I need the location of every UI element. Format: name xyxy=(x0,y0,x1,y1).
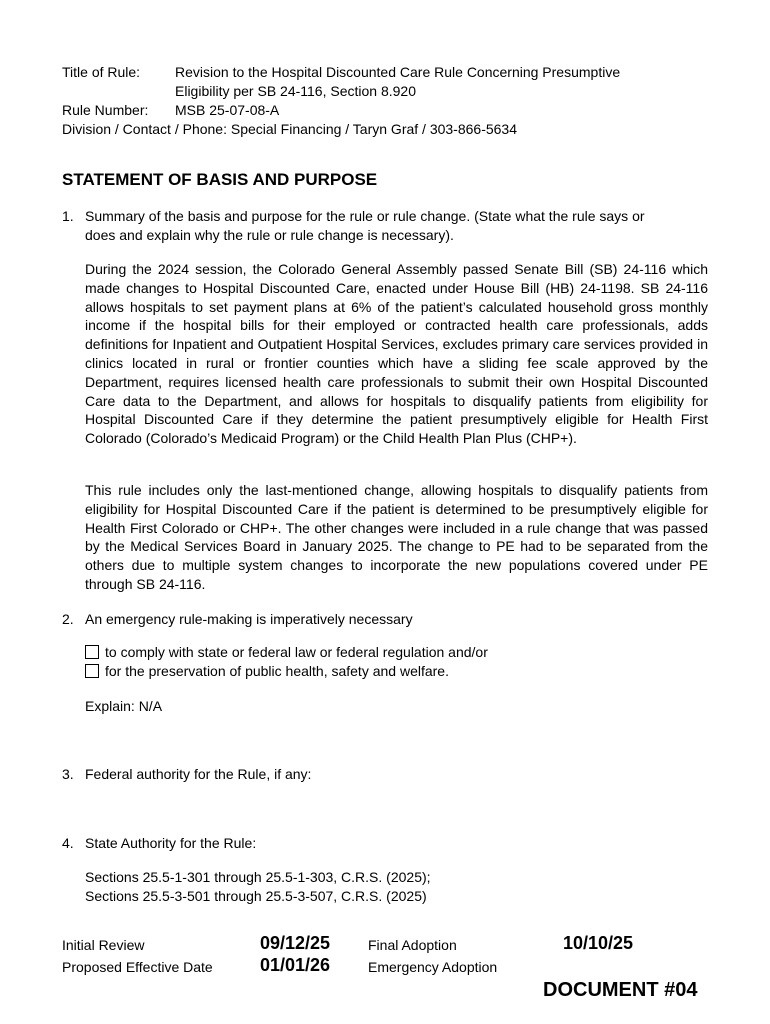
item4-number: 4. xyxy=(62,835,74,851)
preservation-checkbox[interactable] xyxy=(85,664,99,678)
option-comply xyxy=(85,643,488,662)
final-adoption-date: 10/10/25 xyxy=(563,933,634,953)
item1-question-line2: does and explain why the rule or rule change is necessary). xyxy=(85,227,454,243)
title-value-line2: Eligibility per SB 24-116, Section 8.920 xyxy=(175,83,416,99)
final-adoption-label: Final Adoption xyxy=(368,937,457,953)
proposed-effective-label: Proposed Effective Date xyxy=(62,959,213,975)
proposed-effective-date: 01/01/26 xyxy=(260,955,331,975)
division-value: Special Financing / Taryn Graf / 303-866-5634 xyxy=(230,121,518,137)
title-value-line1: Revision to the Hospital Discounted Care Rule Concerning Presumptive xyxy=(175,64,621,80)
item4-line2: Sections 25.5-3-501 through 25.5-3-507, C.R.S. (2025) xyxy=(85,888,427,904)
item2-question: An emergency rule-making is imperatively necessary xyxy=(85,611,413,627)
rule-number-label: Rule Number: xyxy=(62,102,149,118)
item2-explain: Explain: N/A xyxy=(85,698,163,714)
option-preservation xyxy=(85,662,449,681)
item4-line1: Sections 25.5-1-301 through 25.5-1-303, C.R.S. (2025); xyxy=(85,869,431,885)
item3-number: 3. xyxy=(62,766,74,782)
item1-number: 1. xyxy=(62,208,74,224)
division-label: Division / Contact / Phone: xyxy=(62,121,227,137)
document-number: DOCUMENT #04 xyxy=(543,979,698,1001)
item1-paragraph1: During the 2024 session, the Colorado General Assembly passed Senate Bill (SB) 24-116 which made changes to Hospital Discounted Care, enacted under House Bill (HB) 24-1198. SB 24-116 allows hospitals to set payment plans at 6% of the patient’s calculated household gross monthly income if the hospital bills for their employed or contracted health care professionals, adds definitions for Inpatient and Outpatient Hospital Services, excludes primary care services provided in clinics located in rural or frontier counties which have a sliding fee scale approved by the Department, requires licensed health care professionals to submit their own Hospital Discounted Care data to the Department, and allows for hospitals to disqualify patients from eligibility for Hospital Discounted Care if they determine the patient presumptively eligible for Health First Colorado (Colorado’s Medicaid Program) or the Child Health Plan Plus (CHP+). xyxy=(85,261,708,447)
option-preservation-label: for the preservation of public health, safety and welfare. xyxy=(105,663,449,679)
rule-number-value: MSB 25-07-08-A xyxy=(175,102,280,118)
item2-number: 2. xyxy=(62,611,74,627)
title-label: Title of Rule: xyxy=(62,64,141,80)
item1-paragraph2: This rule includes only the last-mentioned change, allowing hospitals to disqualify patients from eligibility for Hospital Discounted Care if the patient is determined to be presumptively eligible for Health First Colorado or CHP+. The other changes were included in a rule change that was passed by the Medical Services Board in January 2025. The change to PE had to be separated from the others due to multiple system changes to incorporate the new populations covered under PE through SB 24-116. xyxy=(85,482,708,592)
comply-checkbox[interactable] xyxy=(85,645,99,659)
item3-question: Federal authority for the Rule, if any: xyxy=(85,766,312,782)
item4-question: State Authority for the Rule: xyxy=(85,835,257,851)
emergency-adoption-label: Emergency Adoption xyxy=(368,959,498,975)
page-title: STATEMENT OF BASIS AND PURPOSE xyxy=(62,170,378,189)
initial-review-date: 09/12/25 xyxy=(260,933,331,953)
item1-question-line1: Summary of the basis and purpose for the rule or rule change. (State what the rule says or xyxy=(85,208,645,224)
division-row xyxy=(62,120,517,139)
option-comply-label: to comply with state or federal law or federal regulation and/or xyxy=(105,644,488,660)
initial-review-label: Initial Review xyxy=(62,937,145,953)
